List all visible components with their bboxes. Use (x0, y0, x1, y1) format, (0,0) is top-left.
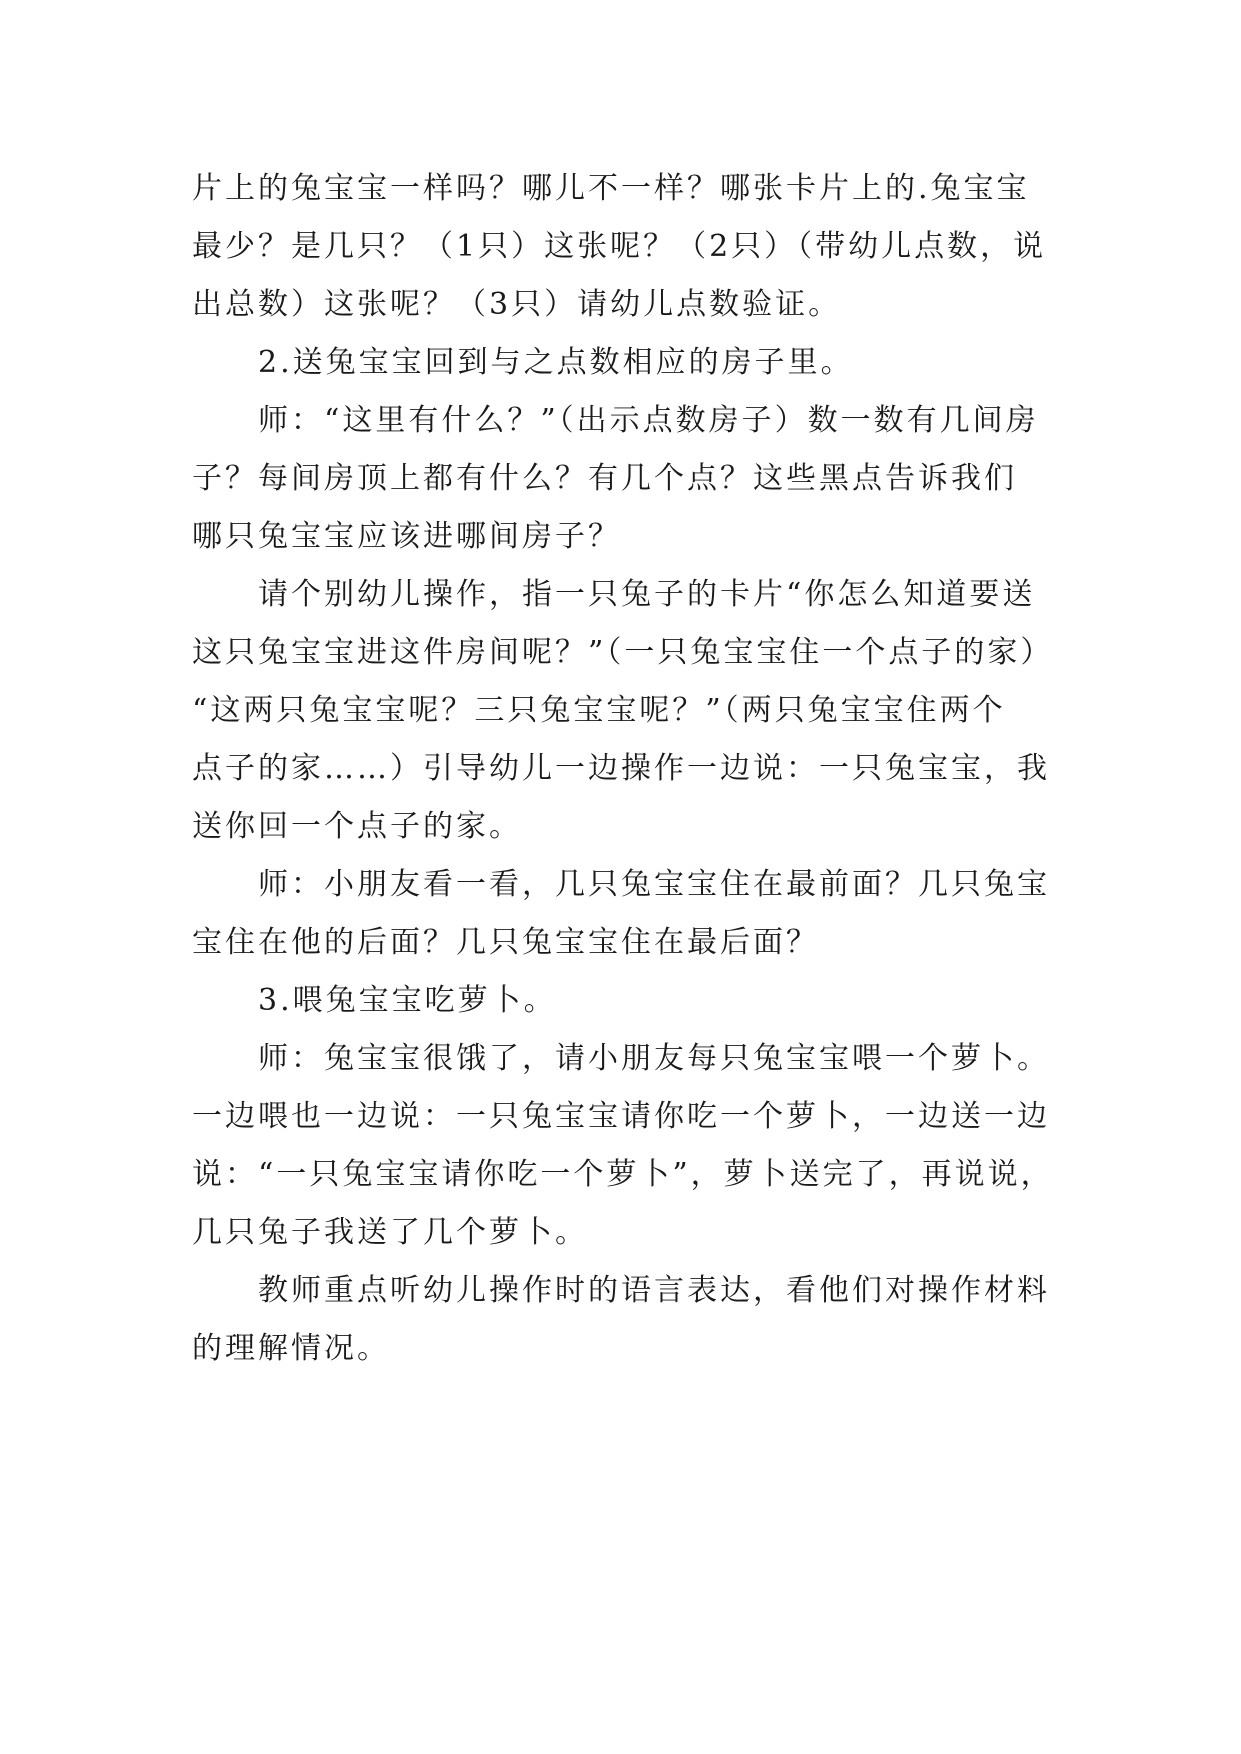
paragraph-7: 师：兔宝宝很饿了，请小朋友每只兔宝宝喂一个萝卜。 一边喂也一边说：一只兔宝宝请你吃一个萝卜，一边送一边 说：“一只兔宝宝请你吃一个萝卜”，萝卜送完了，再说说， 几只兔子我送了几个萝卜。 (192, 1041, 1054, 1250)
paragraph-3: 师：“这里有什么？”（出示点数房子）数一数有几间房 子？每间房顶上都有什么？有几个点？这些黑点告诉我们 哪只兔宝宝应该进哪间房子？ (192, 403, 1039, 554)
paragraph-2-step-heading: 2.送兔宝宝回到与之点数相应的房子里。 (192, 345, 854, 380)
paragraph-6-step-heading: 3.喂兔宝宝吃萝卜。 (192, 983, 557, 1018)
paragraph-5: 师：小朋友看一看，几只兔宝宝住在最前面？几只兔宝 宝住在他的后面？几只兔宝宝住在最后面？ (192, 867, 1050, 960)
paragraph-4: 请个别幼儿操作，指一只兔子的卡片“你怎么知道要送 这只兔宝宝进这件房间呢？”（一只兔宝宝住一个点子的家） “这两只兔宝宝呢？三只兔宝宝呢？”（两只兔宝宝住两个 点子的家……）引导幼儿一边操作一边说：一只兔宝宝，我 送你回一个点子的家。 (192, 577, 1054, 844)
paragraph-8: 教师重点听幼儿操作时的语言表达，看他们对操作材料 的理解情况。 (192, 1273, 1050, 1366)
paragraph-1: 片上的兔宝宝一样吗？哪儿不一样？哪张卡片上的.兔宝宝 最少？是几只？（1只）这张呢？（2只）（带幼儿点数，说 出总数）这张呢？（3只）请幼儿点数验证。 (192, 171, 1047, 322)
document-body (192, 160, 1092, 1378)
